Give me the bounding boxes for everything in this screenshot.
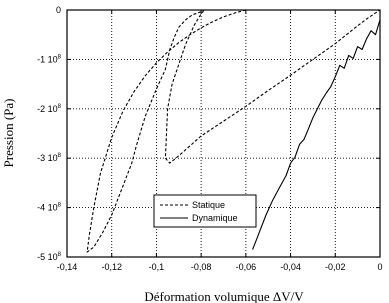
x-tick-label: -0,1 — [148, 262, 165, 272]
y-tick-labels — [37, 5, 62, 262]
y-tick-label: 0 — [55, 5, 61, 15]
x-axis-title: Déformation volumique ΔV/V — [144, 289, 304, 303]
x-tick-labels — [57, 262, 383, 272]
x-tick-label: -0,02 — [325, 262, 346, 272]
x-tick-label: -0,08 — [190, 262, 212, 272]
x-tick-label: -0,12 — [101, 262, 122, 272]
x-tick-label: 0 — [377, 262, 383, 272]
y-tick-label: -5 $10^8$ — [37, 252, 61, 262]
legend-label-statique: Statique — [192, 200, 226, 210]
legend — [154, 195, 256, 227]
series-dynamique-line — [253, 20, 380, 250]
x-tick-label: -0,04 — [280, 262, 301, 272]
x-tick-label: -0,06 — [235, 262, 257, 272]
y-tick-label: -1 $10^8$ — [37, 54, 61, 65]
y-tick-label: -3 $10^8$ — [37, 153, 61, 164]
y-axis-title: Pression (Pa) — [1, 98, 16, 168]
y-tick-label: -4 $10^8$ — [37, 202, 61, 213]
legend-label-dynamique: Dynamique — [192, 213, 238, 223]
x-tick-label: -0,14 — [56, 262, 78, 272]
y-tick-label: -2 $10^8$ — [37, 103, 61, 114]
